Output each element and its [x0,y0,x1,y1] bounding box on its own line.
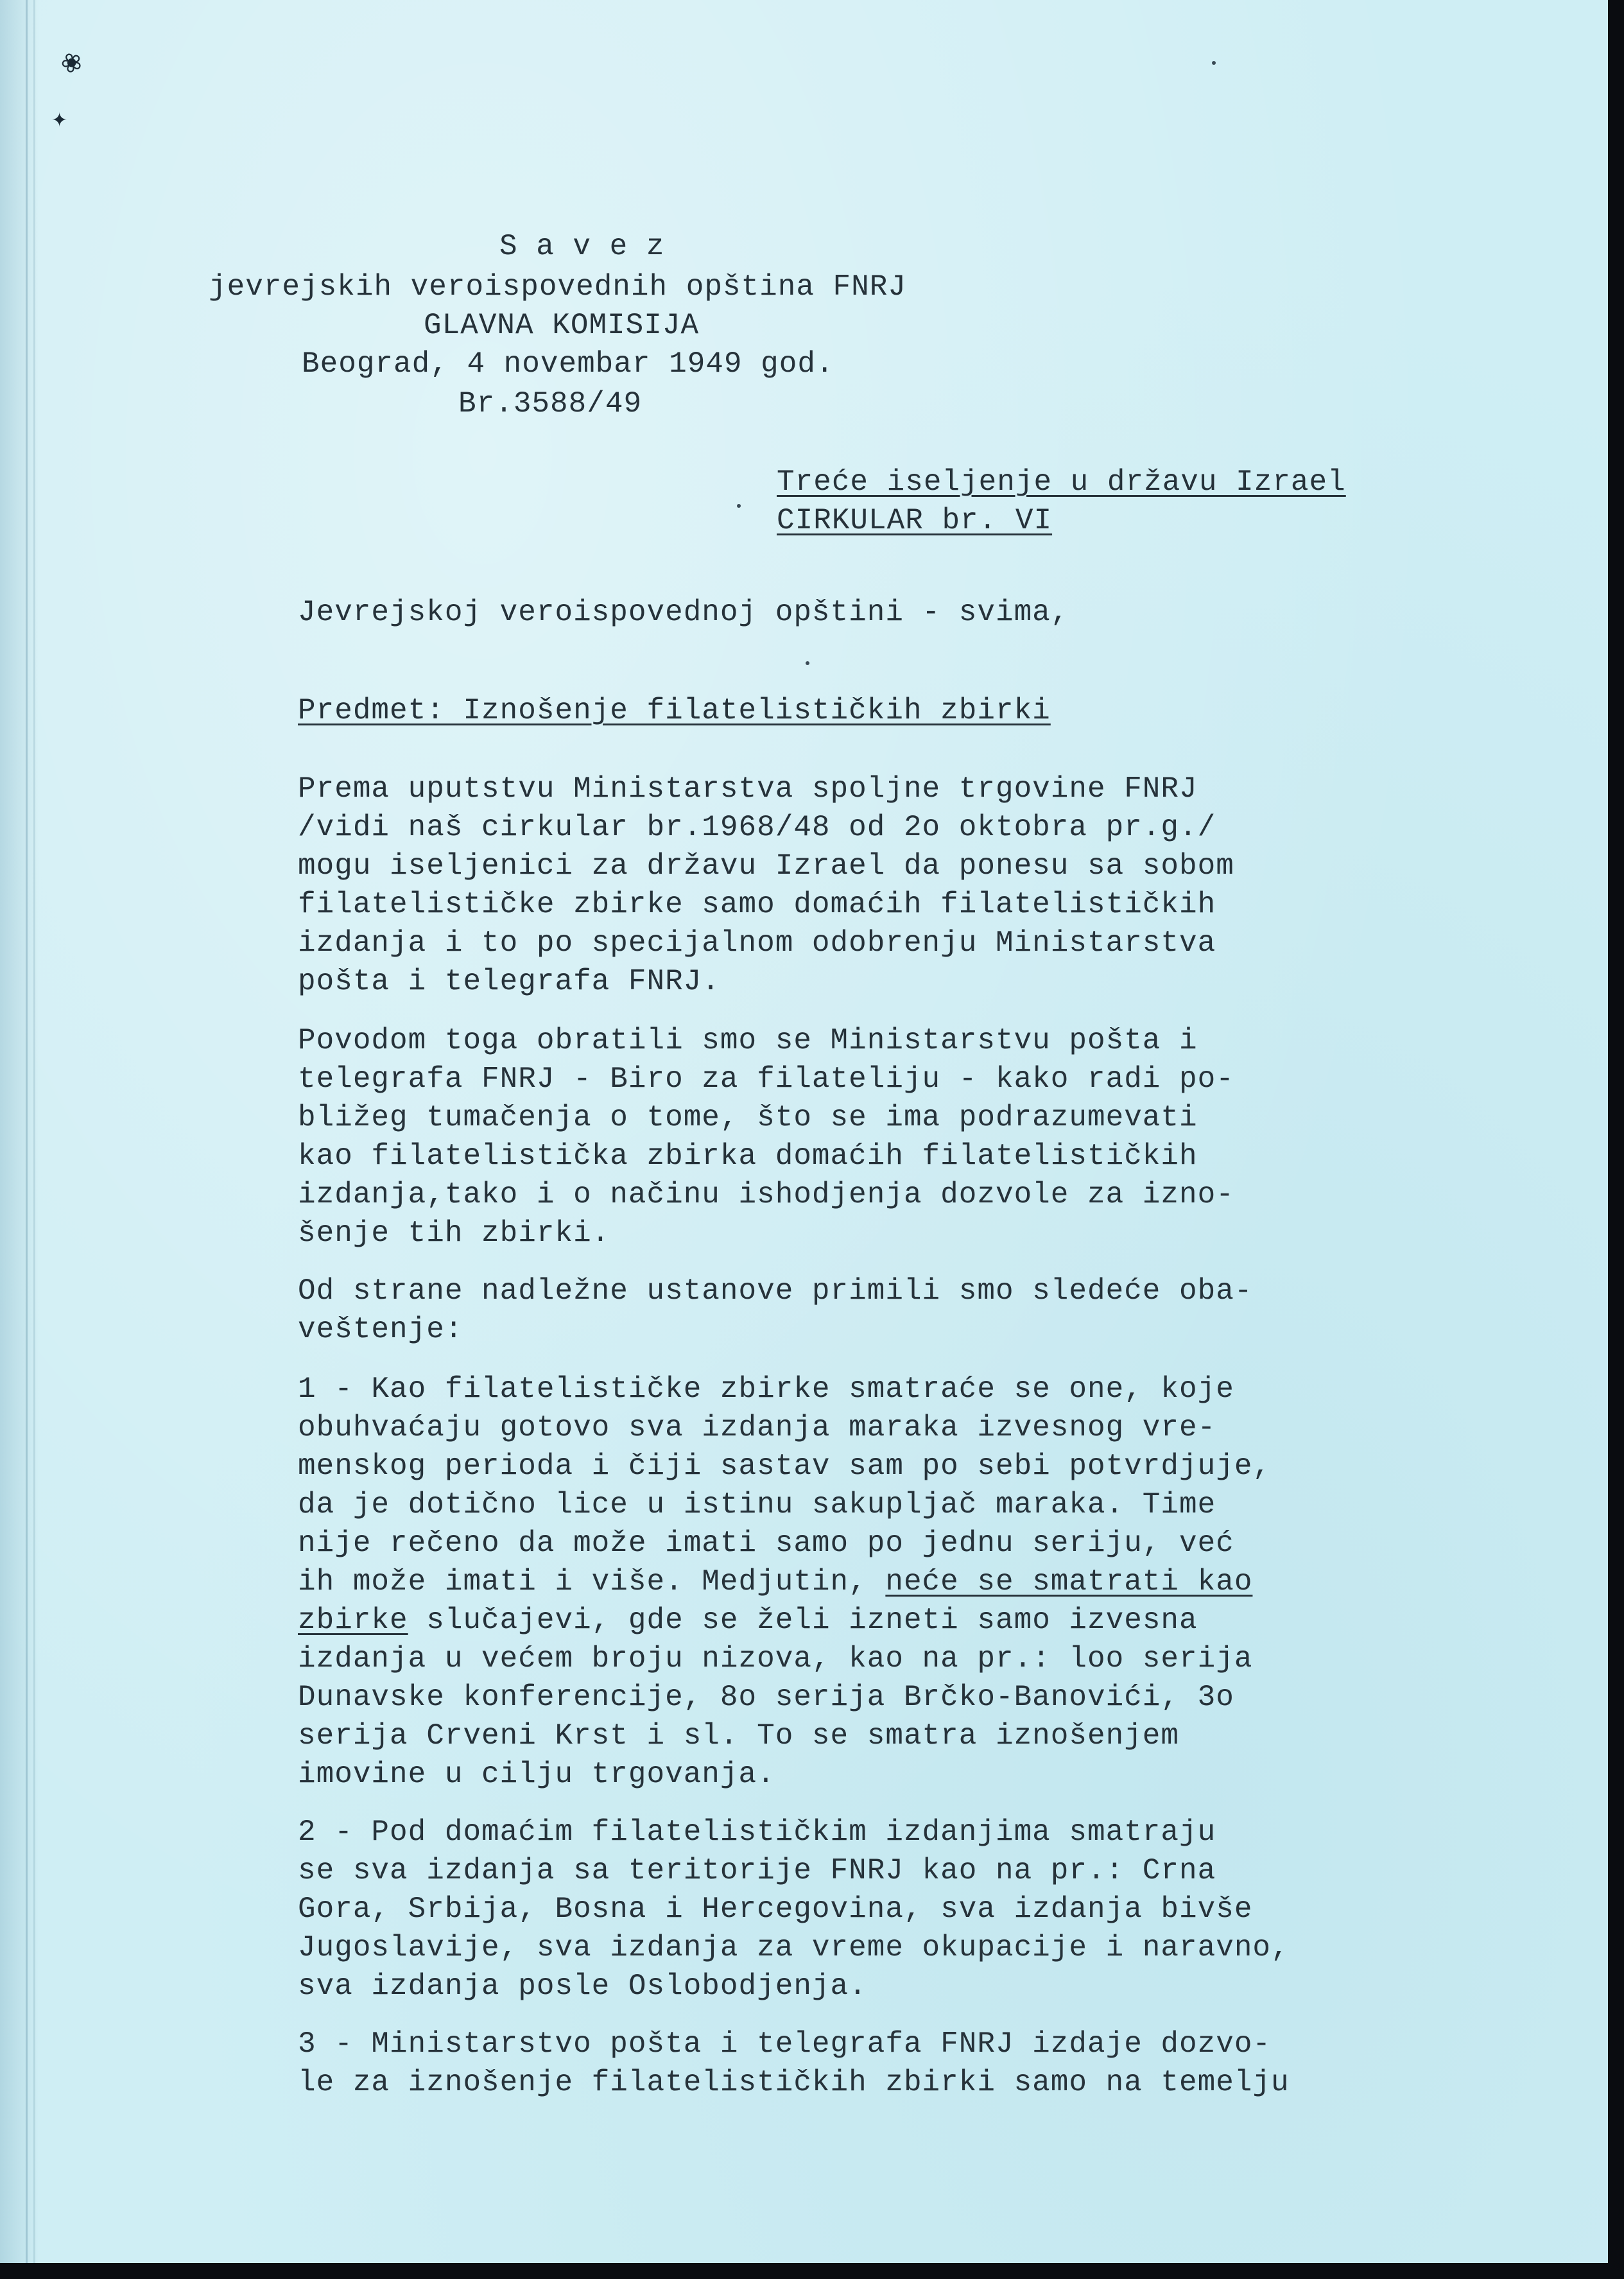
point-3-line: 3 - Ministarstvo pošta i telegrafa FNRJ izdaje dozvo- [298,2027,1272,2061]
point-1-line [298,1602,1198,1639]
point-1-line [298,1563,1252,1600]
paragraph-2-line: kao filatelistička zbirka domaćih filatelističkih [298,1140,1198,1173]
point-1-text: slučajevi, gde se želi izneti samo izvesna [408,1604,1198,1637]
point-2-line: se sva izdanja sa teritorije FNRJ kao na pr.: Crna [298,1854,1216,1887]
paragraph-2-line: telegrafa FNRJ - Biro za filateliju - kako radi po- [298,1062,1234,1096]
stray-mark: ✦ [51,109,68,132]
point-1-line: imovine u cilju trgovanja. [298,1758,775,1791]
paragraph-1-line: mogu iseljenici za državu Izrael da ponesu sa sobom [298,849,1234,883]
page-edge-line [26,0,28,2263]
point-2-line: sva izdanja posle Oslobodjenja. [298,1970,867,2003]
ink-speck [1212,61,1216,65]
ink-speck [806,661,809,665]
point-2-line: Jugoslavije, sva izdanja za vreme okupacije i naravno, [298,1931,1290,1964]
paragraph-1-line: pošta i telegrafa FNRJ. [298,965,720,998]
point-1-line: nije rečeno da može imati samo po jednu seriju, već [298,1527,1234,1560]
letterhead-ref-number: Br.3588/49 [458,387,643,420]
stray-mark: ❀ [55,45,88,81]
point-1-line: serija Crveni Krst i sl. To se smatra iznošenjem [298,1719,1180,1753]
circular-number: CIRKULAR br. VI [777,504,1053,537]
ink-speck [737,504,741,508]
paragraph-2-line: šenje tih zbirki. [298,1217,610,1250]
paragraph-2-line: izdanja,tako i o načinu ishodjenja dozvole za izno- [298,1178,1234,1211]
letterhead-place-date: Beograd, 4 novembar 1949 god. [302,347,834,381]
underlined-emphasis: neće se smatrati kao [885,1565,1253,1599]
underlined-emphasis: zbirke [298,1604,408,1637]
point-1-line: izdanja u većem broju nizova, kao na pr.: loo serija [298,1642,1253,1676]
point-2-line: 2 - Pod domaćim filatelističkim izdanjima smatraju [298,1815,1216,1849]
paragraph-1-line: izdanja i to po specijalnom odobrenju Ministarstva [298,926,1216,960]
letterhead-org-line-1: S a v e z [499,230,665,263]
letterhead-org-line-2: jevrejskih veroispovednih opština FNRJ [209,270,906,304]
point-2-line: Gora, Srbija, Bosna i Hercegovina, sva izdanja bivše [298,1893,1253,1926]
page-edge-shadow [0,0,39,2263]
letterhead-org-line-3: GLAVNA KOMISIJA [424,309,700,342]
circular-title: Treće iseljenje u državu Izrael [777,465,1346,499]
paragraph-1-line: /vidi naš cirkular br.1968/48 od 2o oktobra pr.g./ [298,811,1216,844]
point-1-line: Dunavske konferencije, 8o serija Brčko-Banovići, 3o [298,1681,1234,1714]
paragraph-2-line: bližeg tumačenja o tome, što se ima podrazumevati [298,1101,1198,1134]
point-1-line: da je dotično lice u istinu sakupljač maraka. Time [298,1488,1216,1521]
paragraph-1-line: filatelističke zbirke samo domaćih filatelističkih [298,888,1216,921]
point-1-text: ih može imati i više. Medjutin, [298,1565,886,1599]
paragraph-1-line: Prema uputstvu Ministarstva spoljne trgovine FNRJ [298,772,1198,806]
point-1-line: menskog perioda i čiji sastav sam po sebi potvrdjuje, [298,1450,1272,1483]
point-1-line: obuhvaćaju gotovo sva izdanja maraka izvesnog vre- [298,1411,1216,1444]
paragraph-3-line: Od strane nadležne ustanove primili smo sledeće oba- [298,1274,1253,1308]
addressee: Jevrejskoj veroispovednoj opštini - svima, [298,596,1069,629]
paragraph-2-line: Povodom toga obratili smo se Ministarstvu pošta i [298,1024,1198,1057]
page-edge-line [33,0,35,2263]
point-1-line: 1 - Kao filatelističke zbirke smatraće se one, koje [298,1373,1234,1406]
paragraph-3-line: veštenje: [298,1313,463,1346]
subject-line: Predmet: Iznošenje filatelističkih zbirki [298,694,1051,727]
point-3-line: le za iznošenje filatelističkih zbirki samo na temelju [298,2066,1290,2099]
